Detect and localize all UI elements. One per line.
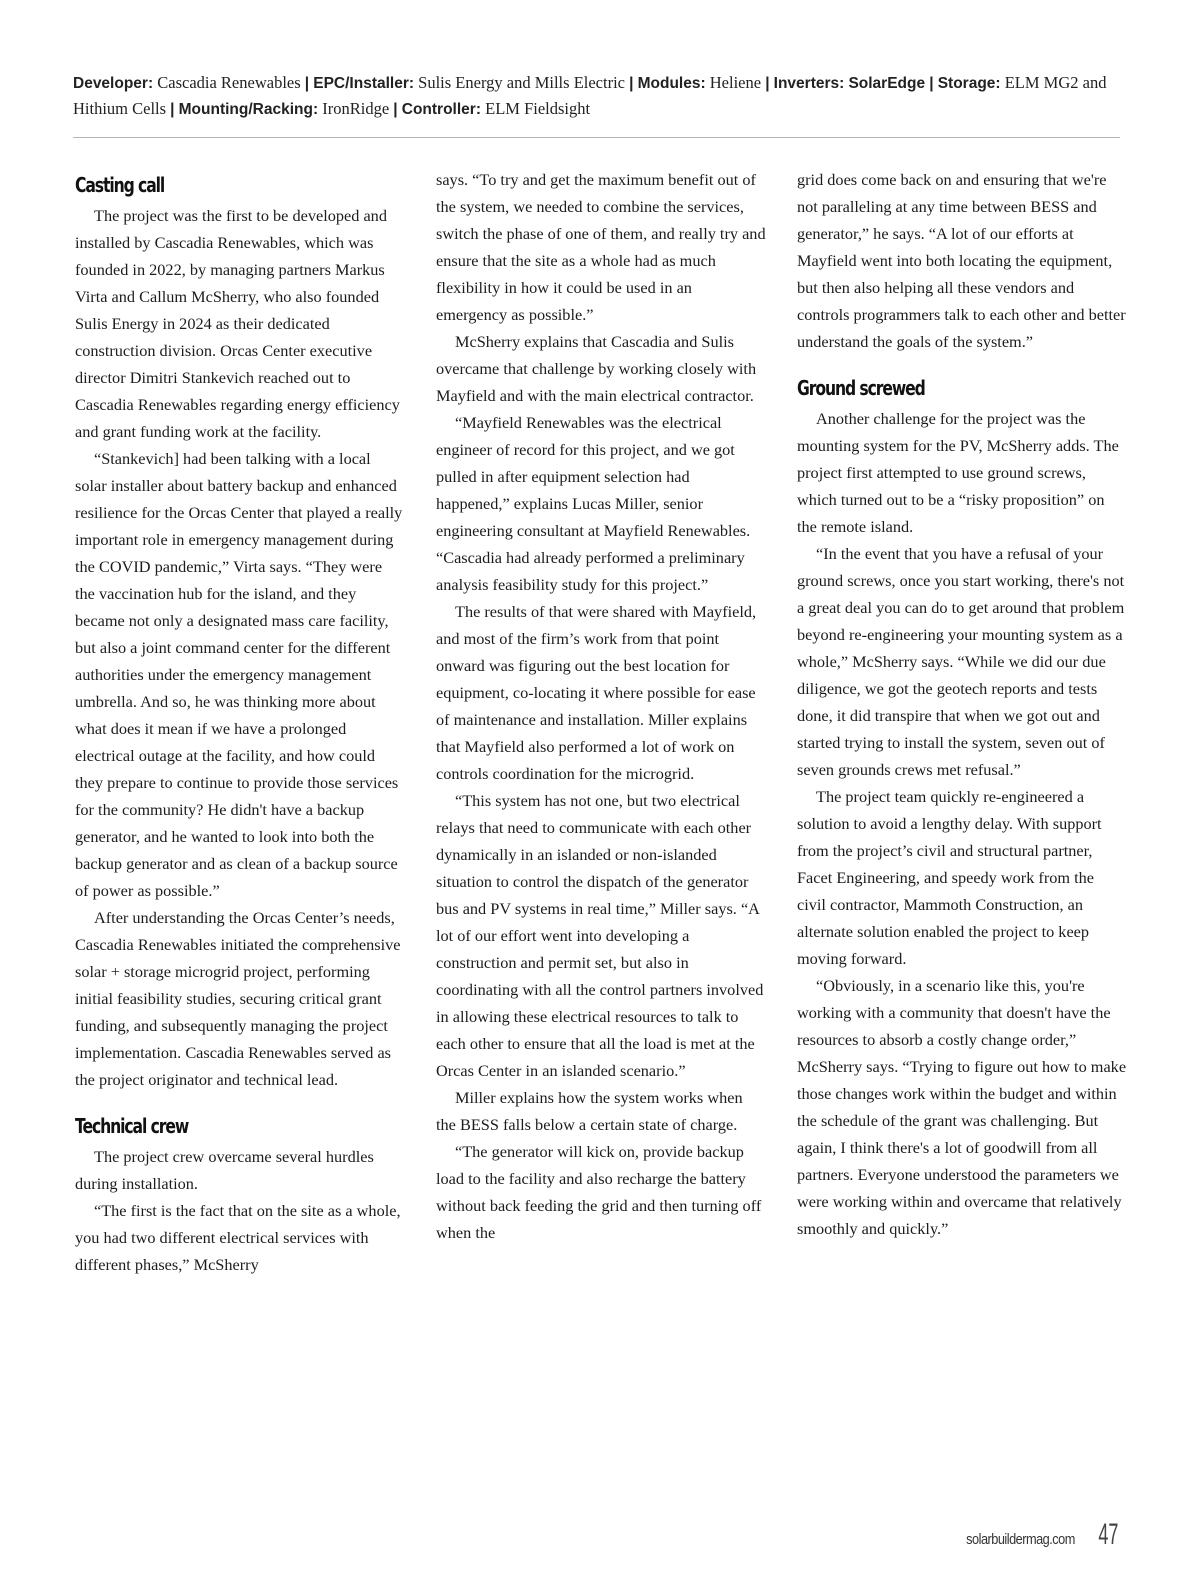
modules-value: Heliene bbox=[709, 73, 762, 92]
paragraph: “Stankevich] had been talking with a local solar installer about battery backup and enhanced resilience for the Orcas Center that played a really important role in emergency management during the COVID pandemic,” Virta says. “They were the vaccination hub for the island, and they became not only a designated mass care facility, but also a joint command center for the different authorities under the emergency management umbrella. And so, he was thinking more about what does it mean if we have a prolonged electrical outage at the facility, and how could they prepare to continue to provide those services for the community? He didn't have a backup generator, and he wanted to look into both the backup generator and as clean of a backup source of power as possible.” bbox=[75, 449, 403, 900]
paragraph: McSherry explains that Cascadia and Sulis overcame that challenge by working closely with Mayfield and with the main electrical contractor. bbox=[436, 332, 757, 405]
paragraph: Miller explains how the system works when the BESS falls below a certain state of charge. bbox=[436, 1088, 743, 1134]
storage-label: Storage: bbox=[937, 75, 1001, 92]
storage-value: ELM MG2 and Hithium Cells bbox=[73, 73, 1107, 118]
paragraph: The project crew overcame several hurdles during installation. bbox=[75, 1147, 374, 1193]
header-divider bbox=[73, 137, 1120, 138]
controller-label: Controller: bbox=[401, 101, 481, 118]
paragraph: Another challenge for the project was the mounting system for the PV, McSherry adds. The project first attempted to use ground screws, which turned out to be a “risky proposition” on the remote island. bbox=[797, 409, 1119, 536]
section-heading-ground-screwed: Ground screwed bbox=[797, 376, 925, 400]
page-footer bbox=[947, 1518, 1118, 1552]
paragraph: “Obviously, in a scenario like this, you're working with a community that doesn't have the resources to absorb a costly change order,” McSherry says. “Trying to figure out how to make those changes work within the budget and within the schedule of the grant was challenging. But again, I think there's a lot of goodwill from all partners. Everyone understood the parameters we were working within and overcame that relatively smoothly and quickly.” bbox=[797, 976, 1127, 1238]
paragraph: The results of that were shared with Mayfield, and most of the firm’s work from that point onward was figuring out the best location for equipment, co-locating it where possible for ease of maintenance and installation. Miller explains that Mayfield also performed a lot of work on controls coordination for the microgrid. bbox=[436, 602, 757, 783]
paragraph: “The first is the fact that on the site as a whole, you had two different electrical services with different phases,” McSherry bbox=[75, 1201, 401, 1274]
section-heading-technical-crew: Technical crew bbox=[75, 1114, 189, 1138]
inverters-label: Inverters: bbox=[773, 75, 845, 92]
developer-value: Cascadia Renewables bbox=[157, 73, 301, 92]
controller-value: ELM Fieldsight bbox=[485, 99, 591, 118]
article-column-1 bbox=[75, 170, 405, 1278]
article-column-2 bbox=[436, 166, 766, 1246]
paragraph: grid does come back on and ensuring that we're not paralleling at any time between BESS and generator,” he says. “A lot of our efforts at Mayfield went into both locating the equipment, but then also helping all these vendors and controls programmers talk to each other and better understand the goals of the system.” bbox=[797, 170, 1126, 351]
page-number: 47 bbox=[1097, 1518, 1118, 1551]
mounting-value: IronRidge bbox=[322, 99, 390, 118]
mounting-label: Mounting/Racking: bbox=[178, 101, 319, 118]
paragraph: “This system has not one, but two electrical relays that need to communicate with each other dynamically in an islanded or non-islanded situation to control the dispatch of the generator bus and PV systems in real time,” Miller says. “A lot of our effort went into developing a construction and permit set, but also in coordinating with all the control partners involved in allowing these electrical resources to talk to each other to ensure that all the load is met at the Orcas Center in an islanded scenario.” bbox=[436, 791, 764, 1080]
article-column-3 bbox=[797, 166, 1127, 1242]
epc-label: EPC/Installer: bbox=[313, 75, 415, 92]
modules-label: Modules: bbox=[637, 75, 706, 92]
site-url: solarbuildermag.com bbox=[965, 1531, 1075, 1548]
paragraph: “Mayfield Renewables was the electrical engineer of record for this project, and we got pulled in after equipment selection had happened,” explains Lucas Miller, senior engineering consultant at Mayfield Renewables. “Cascadia had already performed a preliminary analysis feasibility study for this project.” bbox=[436, 413, 751, 594]
paragraph: The project team quickly re-engineered a solution to avoid a lengthy delay. With support from the project’s civil and structural partner, Facet Engineering, and speedy work from the civil contractor, Mammoth Construction, an alternate solution enabled the project to keep moving forward. bbox=[797, 787, 1102, 968]
inverters-value: SolarEdge bbox=[848, 75, 926, 92]
developer-label: Developer: bbox=[73, 75, 154, 92]
paragraph: “The generator will kick on, provide backup load to the facility and also recharge the battery without back feeding the grid and then turning off when the bbox=[436, 1142, 762, 1242]
epc-value: Sulis Energy and Mills Electric bbox=[418, 73, 625, 92]
section-heading-casting-call: Casting call bbox=[75, 173, 165, 197]
paragraph: “In the event that you have a refusal of your ground screws, once you start working, there's not a great deal you can do to get around that problem beyond re-engineering your mounting system as a whole,” McSherry says. “While we did our due diligence, we got the geotech reports and tests done, it did transpire that when we got out and started trying to install the system, seven out of seven grounds crews met refusal.” bbox=[797, 544, 1125, 779]
paragraph: After understanding the Orcas Center’s needs, Cascadia Renewables initiated the comprehensive solar + storage microgrid project, performing initial feasibility studies, securing critical grant funding, and subsequently managing the project implementation. Cascadia Renewables served as the project originator and technical lead. bbox=[75, 908, 401, 1089]
paragraph: says. “To try and get the maximum benefit out of the system, we needed to combine the services, switch the phase of one of them, and really try and ensure that the site as a whole had as much flexibility in how it could be used in an emergency as possible.” bbox=[436, 170, 766, 324]
project-credits: Developer: Cascadia Renewables | EPC/Installer: Sulis Energy and Mills Electric | Modules: Heliene | Inverters: SolarEdge | Storage: ELM MG2 and Hithium Cells | Mounting/Racking: IronRidge | Controller: ELM Fieldsight bbox=[73, 73, 1107, 118]
paragraph: The project was the first to be developed and installed by Cascadia Renewables, which was founded in 2022, by managing partners Markus Virta and Callum McSherry, who also founded Sulis Energy in 2024 as their dedicated construction division. Orcas Center executive director Dimitri Stankevich reached out to Cascadia Renewables regarding energy efficiency and grant funding work at the facility. bbox=[75, 206, 400, 441]
